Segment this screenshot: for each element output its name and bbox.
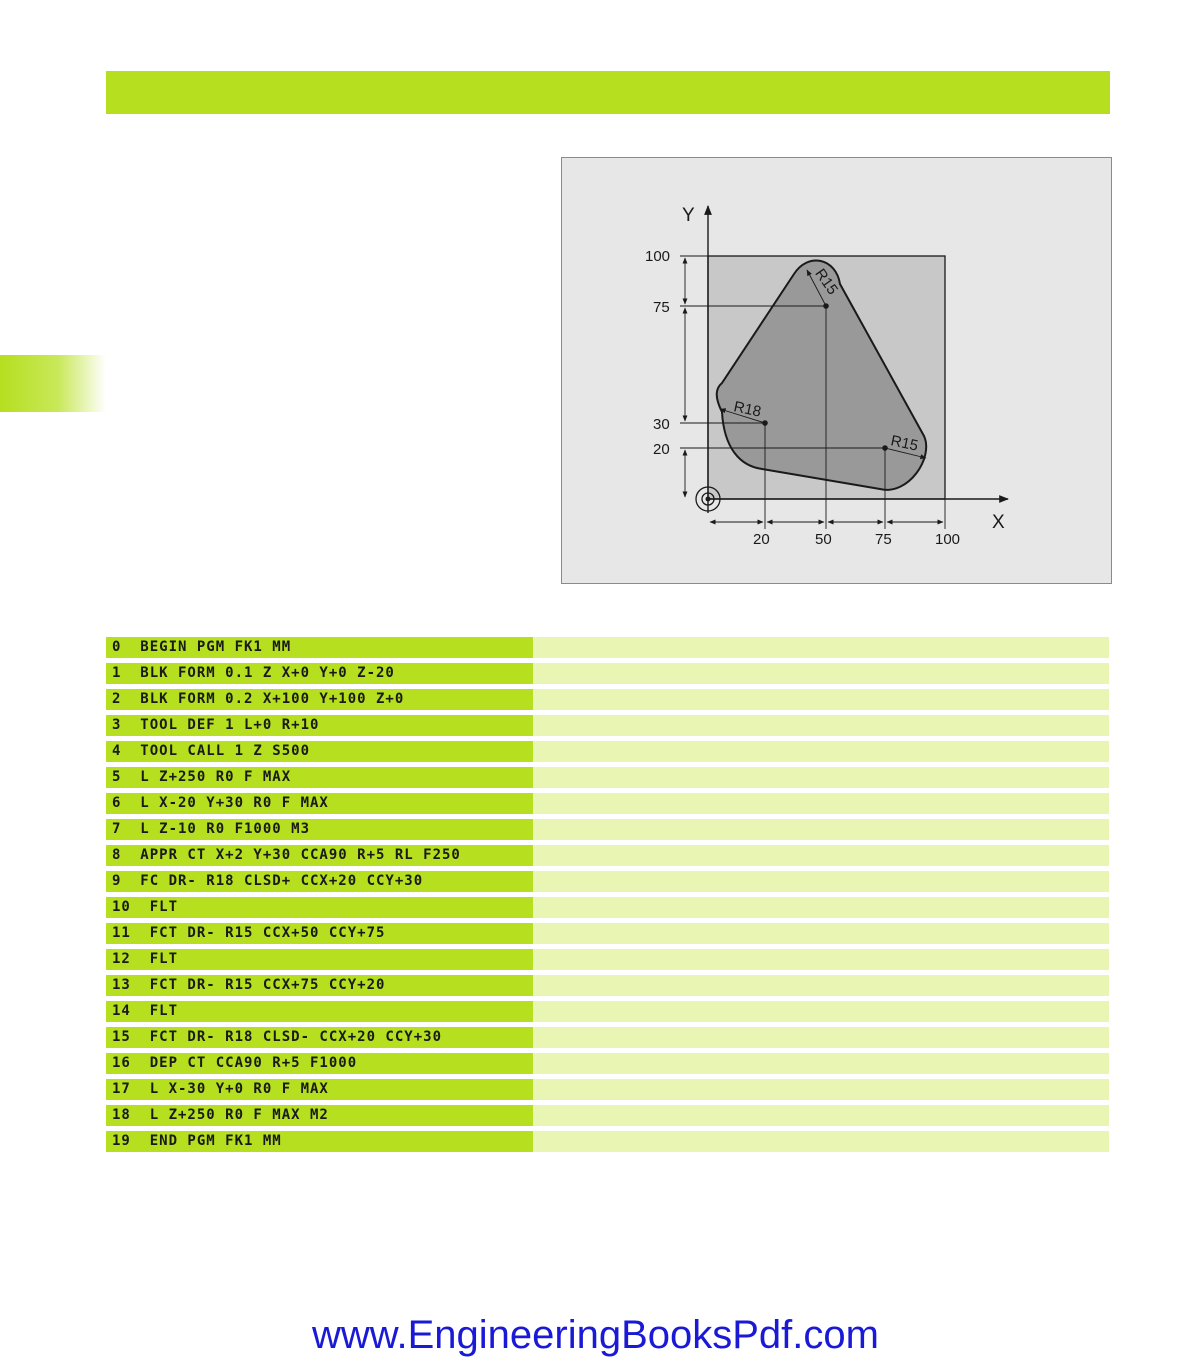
program-line-code: 19 END PGM FK1 MM xyxy=(106,1131,533,1152)
program-line xyxy=(106,949,1109,970)
program-line xyxy=(106,1079,1109,1100)
program-line-code: 6 L X-20 Y+30 R0 F MAX xyxy=(106,793,533,814)
program-line-comment xyxy=(533,741,1109,762)
program-line-comment xyxy=(533,715,1109,736)
program-line xyxy=(106,1001,1109,1022)
program-line-comment xyxy=(533,767,1109,788)
center-point xyxy=(823,303,829,309)
program-line-code: 14 FLT xyxy=(106,1001,533,1022)
program-line-code: 13 FCT DR- R15 CCX+75 CCY+20 xyxy=(106,975,533,996)
program-line-code: 15 FCT DR- R18 CLSD- CCX+20 CCY+30 xyxy=(106,1027,533,1048)
program-line xyxy=(106,715,1109,736)
program-line xyxy=(106,1053,1109,1074)
y-tick-label: 100 xyxy=(645,248,671,265)
program-line-code: 1 BLK FORM 0.1 Z X+0 Y+0 Z-20 xyxy=(106,663,533,684)
program-line xyxy=(106,663,1109,684)
program-line xyxy=(106,689,1109,710)
program-line xyxy=(106,637,1109,658)
chapter-tab xyxy=(0,355,106,412)
program-line xyxy=(106,1131,1109,1152)
footer-website-link[interactable]: www.EngineeringBooksPdf.com xyxy=(312,1313,879,1357)
program-line-code: 18 L Z+250 R0 F MAX M2 xyxy=(106,1105,533,1126)
program-line-code: 4 TOOL CALL 1 Z S500 xyxy=(106,741,533,762)
program-line-code: 12 FLT xyxy=(106,949,533,970)
program-line-comment xyxy=(533,1131,1109,1152)
program-line xyxy=(106,845,1109,866)
program-line-comment xyxy=(533,1105,1109,1126)
contour-drawing xyxy=(562,158,1113,585)
y-tick-label: 20 xyxy=(653,441,670,458)
program-line xyxy=(106,1105,1109,1126)
program-line-comment xyxy=(533,637,1109,658)
program-line xyxy=(106,793,1109,814)
program-line xyxy=(106,741,1109,762)
program-line-code: 2 BLK FORM 0.2 X+100 Y+100 Z+0 xyxy=(106,689,533,710)
program-line-comment xyxy=(533,819,1109,840)
program-line-comment xyxy=(533,949,1109,970)
program-line-comment xyxy=(533,1079,1109,1100)
program-line-code: 0 BEGIN PGM FK1 MM xyxy=(106,637,533,658)
y-axis-label: Y xyxy=(682,205,695,226)
program-line xyxy=(106,897,1109,918)
header-bar xyxy=(106,71,1110,114)
program-line-comment xyxy=(533,689,1109,710)
radius-label-r15-right: R15 xyxy=(889,432,920,455)
x-tick-label: 20 xyxy=(753,531,770,548)
program-line xyxy=(106,923,1109,944)
program-line-code: 10 FLT xyxy=(106,897,533,918)
program-line-code: 9 FC DR- R18 CLSD+ CCX+20 CCY+30 xyxy=(106,871,533,892)
x-tick-label: 50 xyxy=(815,531,832,548)
program-listing xyxy=(106,637,1109,1157)
program-line xyxy=(106,767,1109,788)
program-line-comment xyxy=(533,845,1109,866)
program-line-comment xyxy=(533,897,1109,918)
program-line-comment xyxy=(533,923,1109,944)
x-tick-label: 100 xyxy=(935,531,961,548)
y-tick-label: 75 xyxy=(653,299,670,316)
program-line-comment xyxy=(533,871,1109,892)
program-line xyxy=(106,871,1109,892)
contour-figure xyxy=(561,157,1112,584)
program-line-code: 8 APPR CT X+2 Y+30 CCA90 R+5 RL F250 xyxy=(106,845,533,866)
program-line-code: 5 L Z+250 R0 F MAX xyxy=(106,767,533,788)
program-line-code: 17 L X-30 Y+0 R0 F MAX xyxy=(106,1079,533,1100)
program-line-comment xyxy=(533,1053,1109,1074)
program-line-comment xyxy=(533,663,1109,684)
program-line-code: 7 L Z-10 R0 F1000 M3 xyxy=(106,819,533,840)
program-line-comment xyxy=(533,975,1109,996)
program-line-code: 3 TOOL DEF 1 L+0 R+10 xyxy=(106,715,533,736)
program-line xyxy=(106,1027,1109,1048)
program-line-comment xyxy=(533,1027,1109,1048)
program-line xyxy=(106,975,1109,996)
center-point xyxy=(882,445,888,451)
program-line-comment xyxy=(533,1001,1109,1022)
y-tick-label: 30 xyxy=(653,416,670,433)
radius-label-r18: R18 xyxy=(732,398,763,421)
x-axis-label: X xyxy=(992,512,1005,533)
center-point xyxy=(762,420,768,426)
program-line-comment xyxy=(533,793,1109,814)
program-line xyxy=(106,819,1109,840)
x-tick-label: 75 xyxy=(875,531,892,548)
program-line-code: 11 FCT DR- R15 CCX+50 CCY+75 xyxy=(106,923,533,944)
program-line-code: 16 DEP CT CCA90 R+5 F1000 xyxy=(106,1053,533,1074)
radius-label-r15-top: R15 xyxy=(811,265,842,298)
